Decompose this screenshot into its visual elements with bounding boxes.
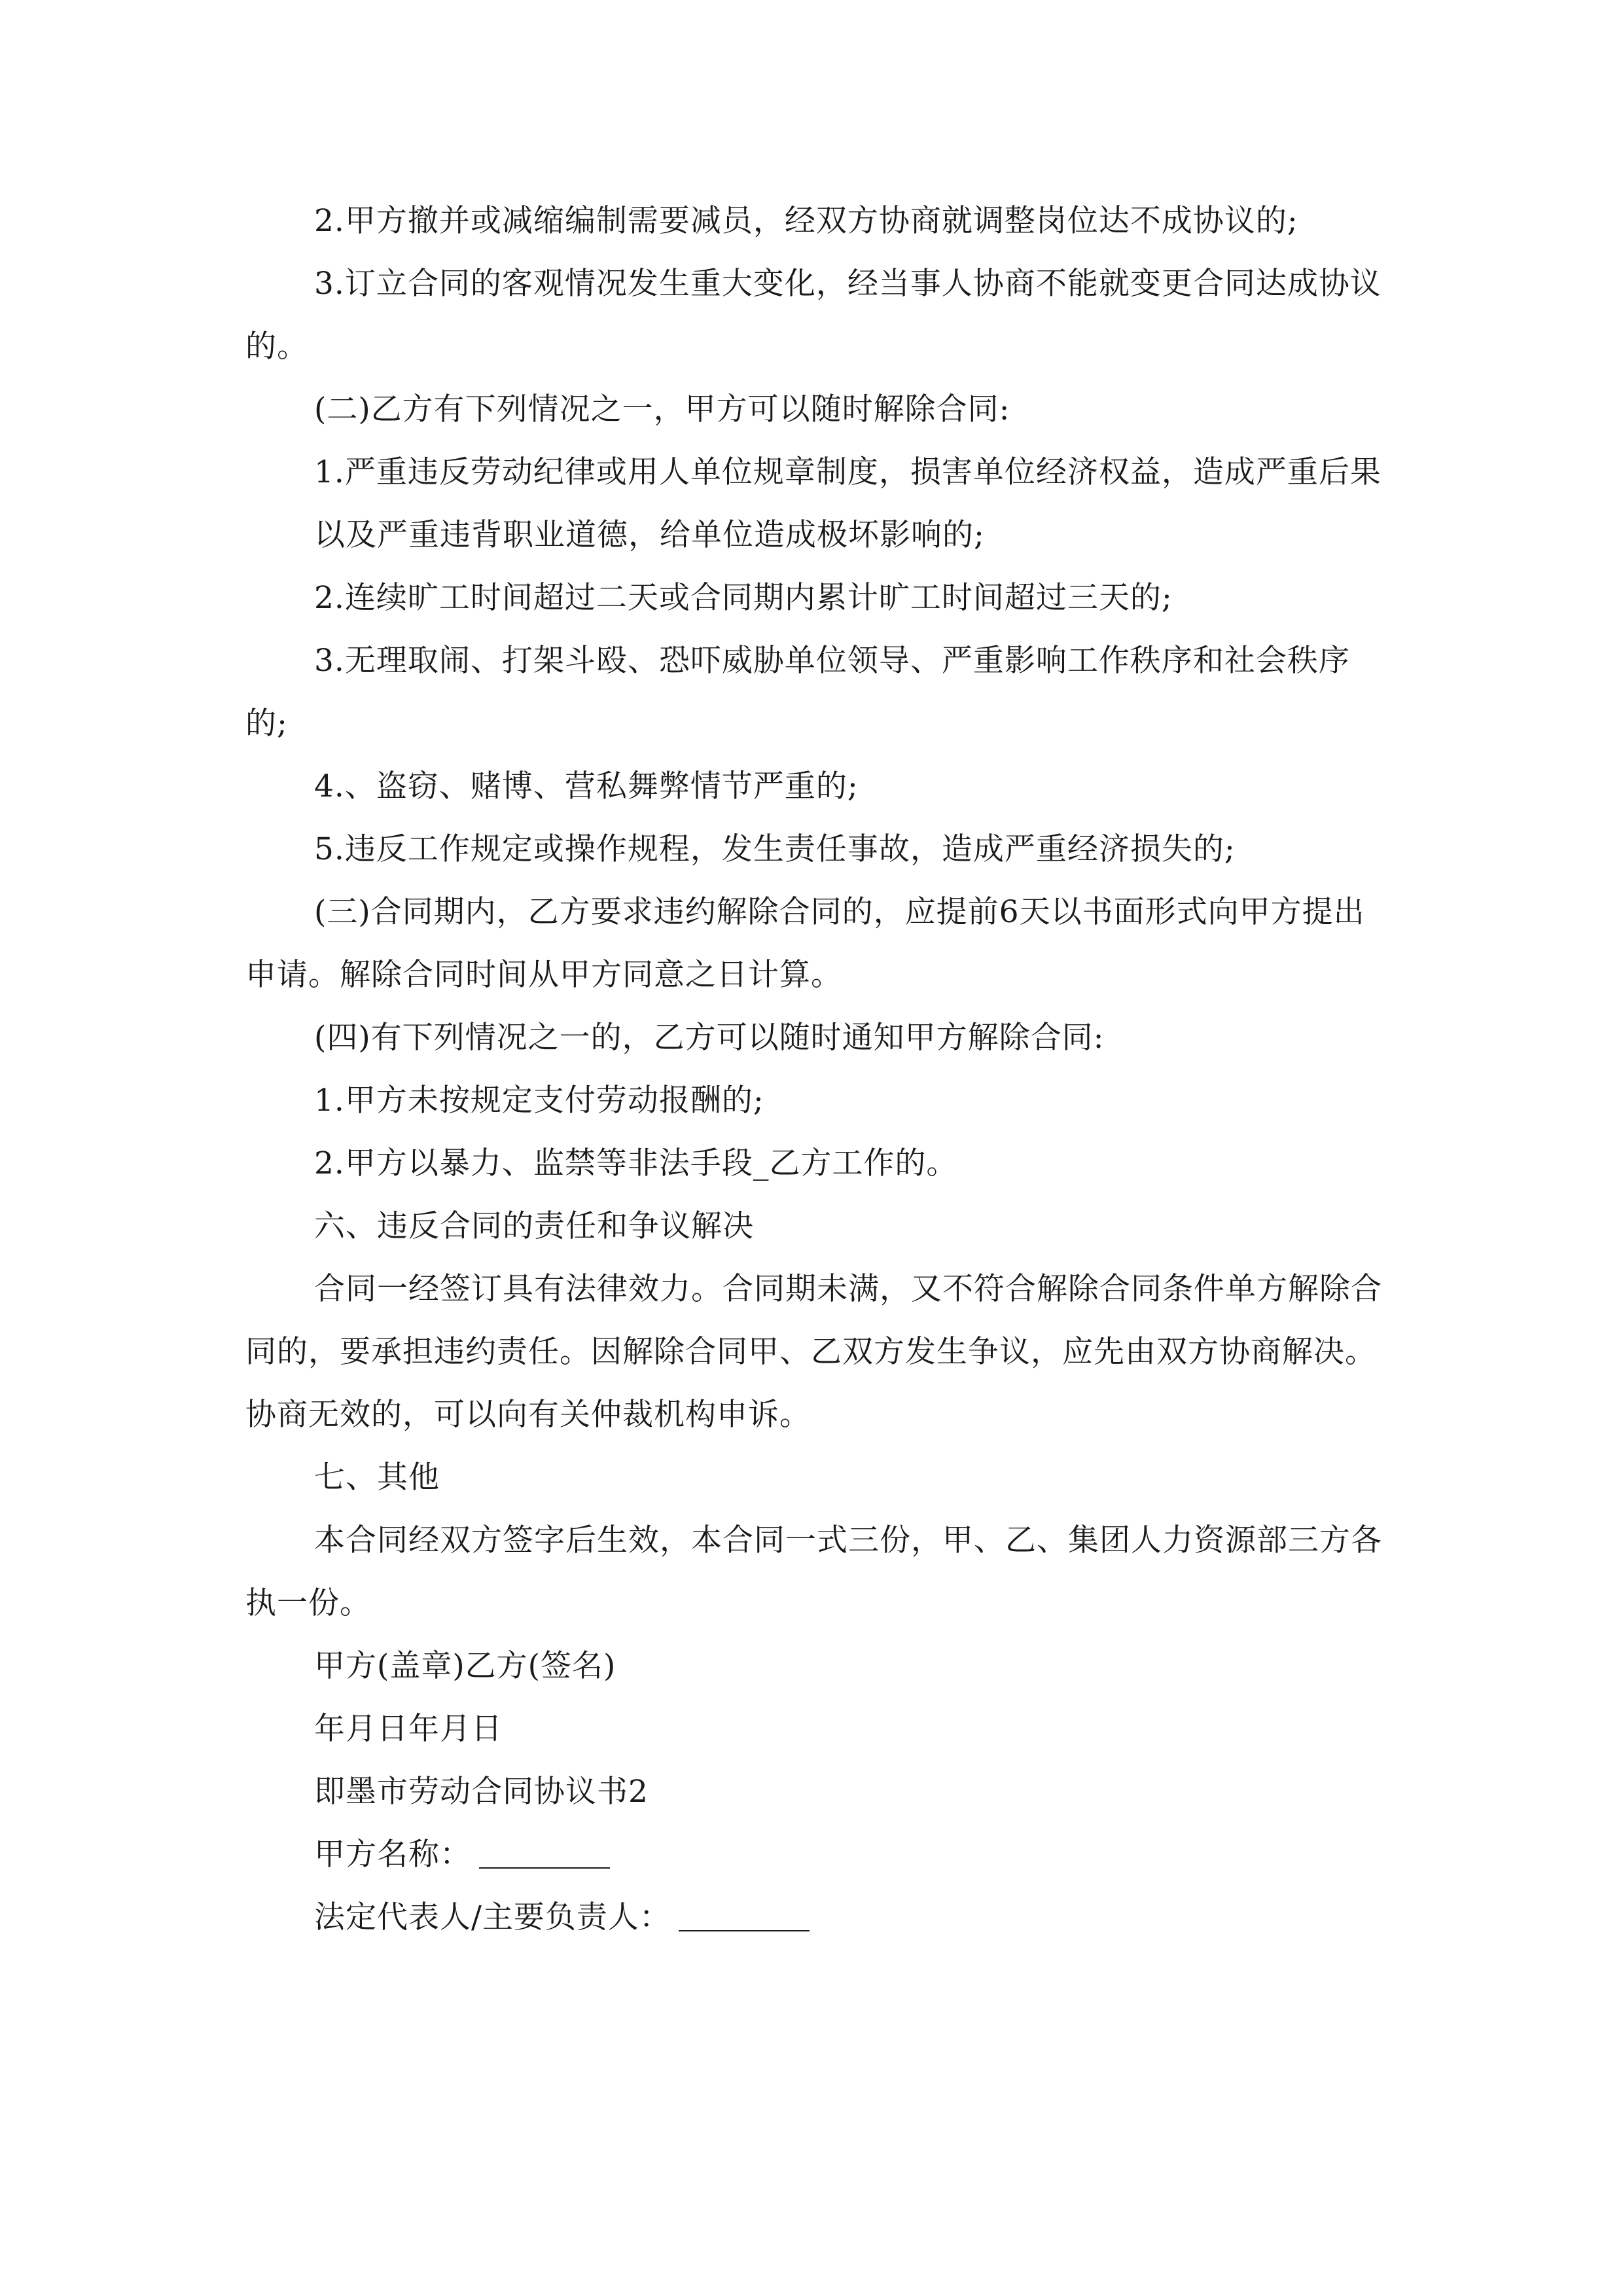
party-a-name-blank: [479, 1837, 610, 1869]
section-six-heading: 六、违反合同的责任和争议解决: [314, 1208, 754, 1244]
second-contract-title: 即墨市劳动合同协议书2: [314, 1774, 649, 1810]
clause-b3: 3.无理取闹、打架斗殴、恐吓威胁单位领导、严重影响工作秩序和社会秩序的;: [245, 643, 1350, 742]
signature-line: 甲方(盖章)乙方(签名): [314, 1648, 616, 1684]
clause-d2: 2.甲方以暴力、监禁等非法手段_乙方工作的。: [314, 1145, 958, 1181]
clause-a2: 2.甲方撤并或减缩编制需要减员，经双方协商就调整岗位达不成协议的;: [314, 203, 1298, 239]
section-four-heading: (四)有下列情况之一的，乙方可以随时通知甲方解除合同:: [314, 1020, 1105, 1056]
clause-a3: 3.订立合同的客观情况发生重大变化，经当事人协商不能就变更合同达成协议的。: [245, 266, 1382, 365]
legal-rep-blank: [679, 1900, 810, 1931]
clause-b5: 5.违反工作规定或操作规程，发生责任事故，造成严重经济损失的;: [314, 831, 1236, 867]
section-three: (三)合同期内，乙方要求违约解除合同的，应提前6天以书面形式向甲方提出申请。解除合同时间从甲方同意之日计算。: [245, 894, 1365, 993]
section-seven-body: 本合同经双方签字后生效，本合同一式三份，甲、乙、集团人力资源部三方各执一份。: [245, 1522, 1382, 1621]
date-line: 年月日年月日: [314, 1711, 503, 1747]
document-body: [245, 190, 1384, 1949]
clause-d1: 1.甲方未按规定支付劳动报酬的;: [314, 1083, 764, 1119]
party-a-name-row: [245, 1823, 1384, 1886]
section-seven-heading: 七、其他: [314, 1460, 440, 1496]
clause-b2: 2.连续旷工时间超过二天或合同期内累计旷工时间超过三天的;: [314, 580, 1173, 616]
clause-b4: 4.、盗窃、赌博、营私舞弊情节严重的;: [314, 768, 859, 804]
clause-b1: 1.严重违反劳动纪律或用人单位规章制度，损害单位经济权益，造成严重后果: [314, 454, 1382, 490]
clause-b1-continued: 以及严重违背职业道德，给单位造成极坏影响的;: [314, 517, 985, 553]
section-two-heading: (二)乙方有下列情况之一，甲方可以随时解除合同:: [314, 391, 1010, 427]
party-a-name-label: 甲方名称：: [314, 1837, 471, 1873]
legal-rep-row: [245, 1886, 1384, 1949]
section-six-body: 合同一经签订具有法律效力。合同期未满，又不符合解除合同条件单方解除合同的，要承担违约责任。因解除合同甲、乙双方发生争议，应先由双方协商解决。协商无效的，可以向有关仲裁机构申诉。: [245, 1271, 1382, 1433]
legal-rep-label: 法定代表人/主要负责人：: [314, 1899, 671, 1935]
